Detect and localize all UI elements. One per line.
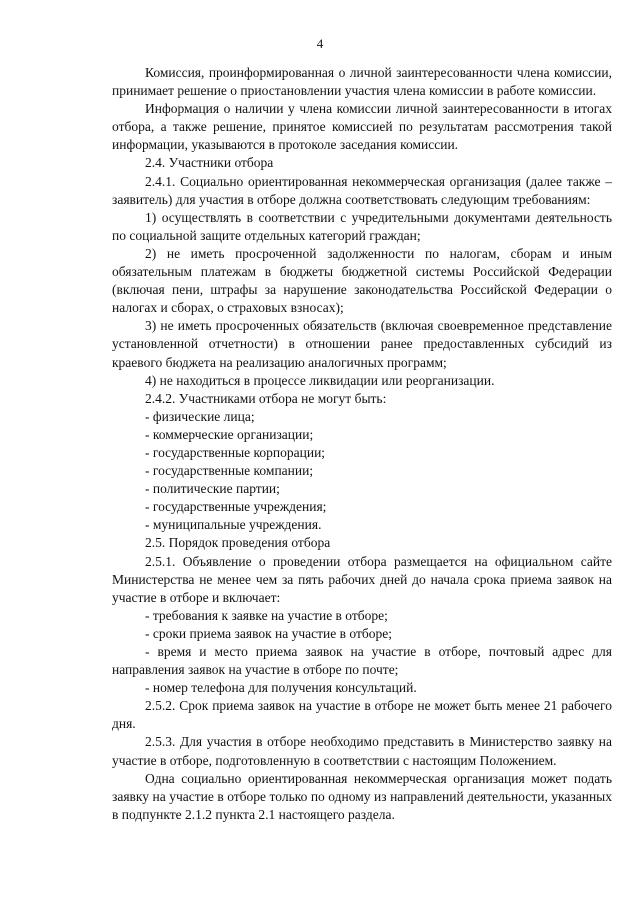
paragraph: 2.4.1. Социально ориентированная некоммерческая организация (далее также – заявитель) для участия в отборе должна соответствовать следующим требованиям: bbox=[112, 173, 612, 207]
list-item: - сроки приема заявок на участие в отборе; bbox=[145, 625, 392, 641]
requirement-item: 1) осуществлять в соответствии с учредительными документами деятельность по социальной защите отдельных категорий граждан; bbox=[112, 209, 612, 243]
requirement-item: 4) не находиться в процессе ликвидации или реорганизации. bbox=[145, 372, 495, 388]
paragraph: Информация о наличии у члена комиссии личной заинтересованности в итогах отбора, а также решение, принятое комиссией по результатам рассмотрения такой информации, указываются в протоколе заседания комиссии. bbox=[112, 101, 612, 153]
list-item: - требования к заявке на участие в отборе; bbox=[145, 607, 388, 623]
list-item: - коммерческие организации; bbox=[145, 426, 314, 442]
page-body bbox=[112, 64, 612, 824]
paragraph: 2.5.3. Для участия в отборе необходимо представить в Министерство заявку на участие в отборе, подготовленную в соответствии с настоящим Положением. bbox=[112, 734, 612, 768]
list-item: - физические лица; bbox=[145, 408, 255, 424]
page-number: 4 bbox=[316, 36, 324, 51]
paragraph: 2.5.1. Объявление о проведении отбора размещается на официальном сайте Министерства не менее чем за пять рабочих дней до начала срока приема заявок на участие в отборе и включает: bbox=[112, 553, 612, 605]
list-item: - политические партии; bbox=[145, 481, 280, 497]
section-heading: 2.4. Участники отбора bbox=[145, 155, 274, 171]
list-item: - государственные учреждения; bbox=[145, 499, 327, 515]
list-item: - государственные корпорации; bbox=[145, 444, 326, 460]
list-item: - муниципальные учреждения. bbox=[145, 517, 322, 533]
paragraph: Комиссия, проинформированная о личной заинтересованности члена комиссии, принимает решение о приостановлении участия члена комиссии в работе комиссии. bbox=[112, 65, 612, 99]
section-heading: 2.5. Порядок проведения отбора bbox=[145, 535, 331, 551]
list-item: - время и место приема заявок на участие в отборе, почтовый адрес для направления заявок на участие в отборе по почте; bbox=[112, 644, 612, 678]
paragraph: 2.5.2. Срок приема заявок на участие в отборе не может быть менее 21 рабочего дня. bbox=[112, 698, 612, 732]
list-item: - государственные компании; bbox=[145, 463, 314, 479]
requirement-item: 2) не иметь просроченной задолженности по налогам, сборам и иным обязательным платежам в бюджеты бюджетной системы Российской Федерации (включая пени, штрафы за нарушение законодательства Российской Федерации о налогах и сборах, о страховых взносах); bbox=[112, 245, 612, 316]
paragraph: Одна социально ориентированная некоммерческая организация может подать заявку на участие в отборе только по одному из направлений деятельности, указанных в подпункте 2.1.2 пункта 2.1 настоящего раздела. bbox=[112, 770, 612, 822]
list-item: - номер телефона для получения консультаций. bbox=[145, 680, 417, 696]
requirement-item: 3) не иметь просроченных обязательств (включая своевременное представление установленной отчетности) в отношении ранее предоставленных субсидий из краевого бюджета на реализацию аналогичных программ; bbox=[112, 318, 612, 370]
paragraph: 2.4.2. Участниками отбора не могут быть: bbox=[145, 390, 387, 406]
